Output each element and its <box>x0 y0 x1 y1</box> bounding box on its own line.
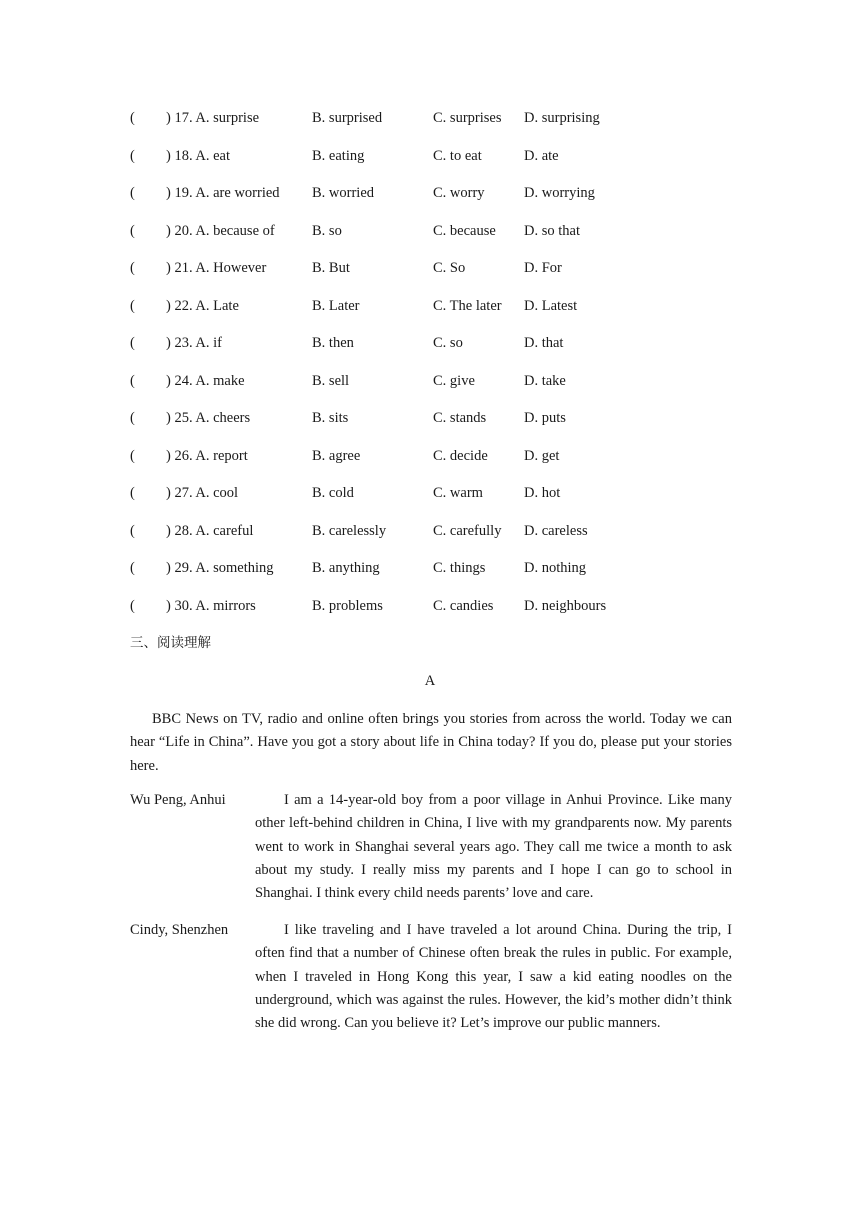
option-a: ) 26. A. report <box>166 447 248 464</box>
story-author: Wu Peng, Anhui <box>130 792 226 808</box>
option-a: ) 30. A. mirrors <box>166 597 256 614</box>
question-row-19 <box>130 183 750 221</box>
option-c: C. surprises <box>433 110 502 126</box>
option-d: D. that <box>524 335 564 351</box>
answer-blank: ( <box>130 297 135 314</box>
passage-label: A <box>424 673 436 689</box>
option-a: ) 19. A. are worried <box>166 185 280 201</box>
question-row-20 <box>130 221 750 259</box>
option-d: D. so that <box>524 222 580 239</box>
answer-blank: ( <box>130 372 135 389</box>
option-a: ) 18. A. eat <box>166 147 231 164</box>
option-c: C. candies <box>433 597 494 614</box>
answer-blank: ( <box>130 485 135 501</box>
question-row-28 <box>130 521 750 559</box>
option-d: D. For <box>524 260 562 276</box>
option-a: ) 20. A. because of <box>166 222 275 239</box>
option-c: C. warm <box>433 485 483 501</box>
option-a: ) 25. A. cheers <box>166 410 251 426</box>
question-row-27 <box>130 483 750 521</box>
question-row-21 <box>130 258 750 296</box>
option-a: ) 29. A. something <box>166 560 274 576</box>
answer-blank: ( <box>130 522 135 539</box>
option-d: D. worrying <box>524 185 595 201</box>
option-c: C. worry <box>433 185 485 201</box>
option-c: C. give <box>433 372 475 389</box>
option-b: B. Later <box>312 297 360 314</box>
option-d: D. careless <box>524 522 588 539</box>
answer-blank: ( <box>130 335 135 351</box>
option-b: B. then <box>312 335 354 351</box>
answer-blank: ( <box>130 147 135 164</box>
option-a: ) 22. A. Late <box>166 297 239 314</box>
option-b: B. anything <box>312 560 380 576</box>
option-c: C. The later <box>433 297 502 314</box>
option-b: B. cold <box>312 485 354 501</box>
option-a: ) 17. A. surprise <box>166 110 260 126</box>
answer-blank: ( <box>130 560 135 576</box>
option-c: C. so <box>433 335 463 351</box>
option-d: D. hot <box>524 485 561 501</box>
option-b: B. sits <box>312 410 349 426</box>
option-c: C. things <box>433 560 486 576</box>
story-body: I am a 14-year-old boy from a poor village in Anhui Province. Like many other left-behind children in China, I live with my grandparents now. My parents went to work in Shanghai several years ago. They call me twice a month to ask about my study. I really miss my parents and I hope I can go to school in Shanghai. I think every child needs parents’ love and care. <box>255 792 732 902</box>
option-b: B. worried <box>312 185 375 201</box>
option-d: D. puts <box>524 410 566 426</box>
answer-blank: ( <box>130 222 135 239</box>
option-d: D. Latest <box>524 297 578 314</box>
option-c: C. to eat <box>433 147 482 164</box>
question-list <box>130 108 750 633</box>
option-b: B. carelessly <box>312 522 387 539</box>
answer-blank: ( <box>130 110 135 126</box>
option-a: ) 27. A. cool <box>166 485 239 501</box>
answer-blank: ( <box>130 260 135 276</box>
option-c: C. stands <box>433 410 487 426</box>
option-b: B. eating <box>312 147 365 164</box>
option-b: B. surprised <box>312 110 383 126</box>
option-c: C. carefully <box>433 522 502 539</box>
answer-blank: ( <box>130 410 135 426</box>
option-d: D. nothing <box>524 560 587 576</box>
option-d: D. get <box>524 447 560 464</box>
passage-intro: BBC News on TV, radio and online often brings you stories from across the world. Today we can hear “Life in China”. Have you got a story about life in China today? If you do, please put your stories here. <box>130 711 732 774</box>
option-c: C. decide <box>433 447 488 464</box>
question-row-17 <box>130 108 750 146</box>
question-row-25 <box>130 408 750 446</box>
option-b: B. problems <box>312 597 383 614</box>
option-d: D. neighbours <box>524 597 607 614</box>
option-c: C. because <box>433 222 496 239</box>
option-a: ) 21. A. However <box>166 260 267 276</box>
option-d: D. ate <box>524 147 559 164</box>
section-heading: 三、阅读理解 <box>130 635 211 651</box>
question-row-26 <box>130 446 750 484</box>
option-b: B. so <box>312 222 342 239</box>
answer-blank: ( <box>130 185 135 201</box>
question-row-24 <box>130 371 750 409</box>
option-a: ) 24. A. make <box>166 372 245 389</box>
option-b: B. sell <box>312 372 350 389</box>
option-a: ) 28. A. careful <box>166 522 254 539</box>
question-row-23 <box>130 333 750 371</box>
question-row-22 <box>130 296 750 334</box>
option-d: D. take <box>524 372 566 389</box>
story-author: Cindy, Shenzhen <box>130 922 229 938</box>
question-row-18 <box>130 146 750 184</box>
question-row-29 <box>130 558 750 596</box>
option-d: D. surprising <box>524 110 600 126</box>
answer-blank: ( <box>130 597 135 614</box>
story-body: I like traveling and I have traveled a lot around China. During the trip, I often find that a number of Chinese often break the rules in public. For example, when I traveled in Hong Kong this year, I saw a kid eating noodles on the underground, which was against the rules. However, the kid’s mother didn’t think she did wrong. Can you believe it? Let’s improve our public manners. <box>255 922 732 1032</box>
option-b: B. But <box>312 260 350 276</box>
option-c: C. So <box>433 260 466 276</box>
answer-blank: ( <box>130 447 135 464</box>
option-b: B. agree <box>312 447 361 464</box>
option-a: ) 23. A. if <box>166 335 222 351</box>
question-row-30 <box>130 596 750 634</box>
